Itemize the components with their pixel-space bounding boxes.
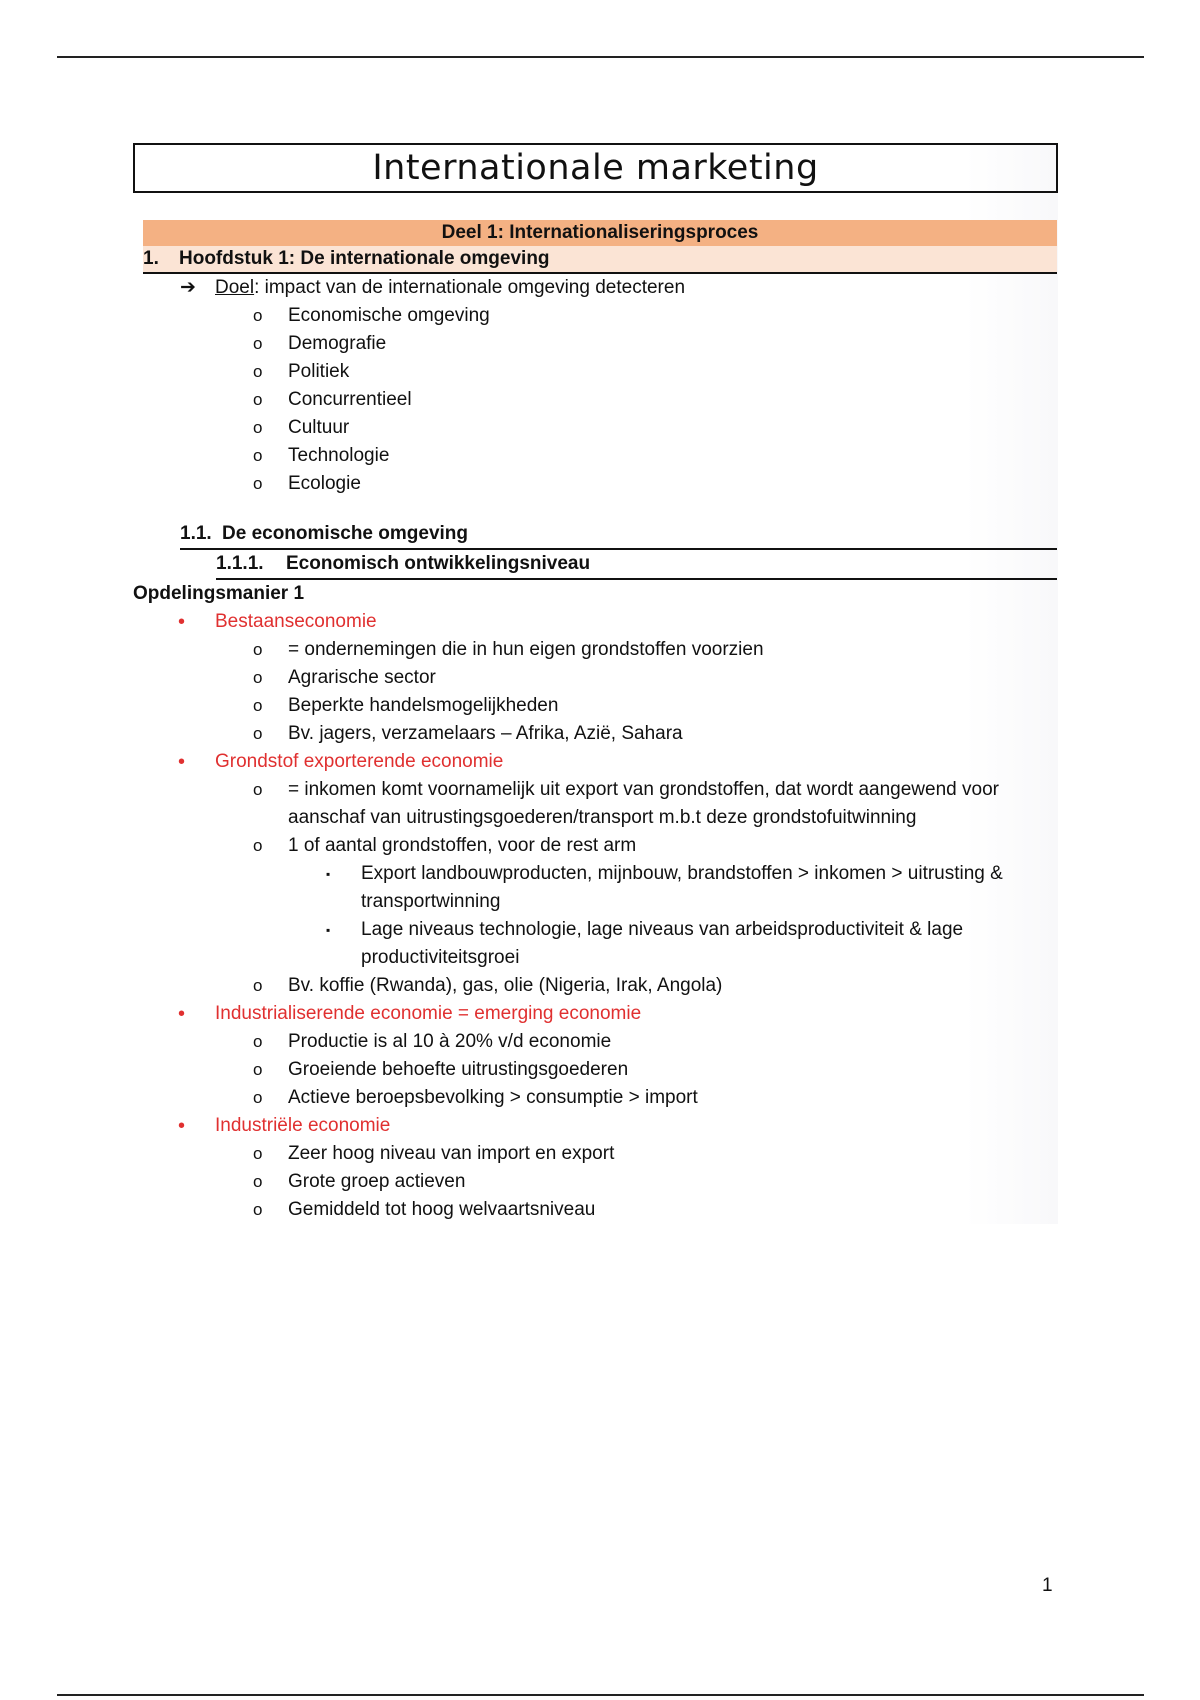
list-item <box>133 302 1058 330</box>
chapter-number: 1. <box>143 248 159 269</box>
list-item <box>133 972 1058 1000</box>
bullet-dot-icon: • <box>178 751 186 773</box>
list-item <box>133 636 1058 664</box>
list-item <box>133 330 1058 358</box>
page-number: 1 <box>1042 1575 1053 1596</box>
list-item-text: Technologie <box>288 445 390 466</box>
goal-text <box>215 274 685 302</box>
circle-bullet-icon: o <box>253 668 263 687</box>
footer-rule <box>57 1694 1144 1696</box>
list-item <box>133 1196 1058 1224</box>
sub-list-item-text: Lage niveaus technologie, lage niveaus van arbeidsproductiviteit & lage productiviteitsgroei <box>361 919 964 968</box>
list-item <box>133 414 1058 442</box>
list-item <box>133 692 1058 720</box>
circle-bullet-icon: o <box>253 1060 263 1079</box>
circle-bullet-icon: o <box>253 474 263 493</box>
economy-name: Industriële economie <box>215 1115 391 1136</box>
section-title: Economisch ontwikkelingsniveau <box>286 553 591 574</box>
bullet-dot-icon: • <box>178 1115 186 1137</box>
goal-description: : impact van de internationale omgeving detecteren <box>254 277 686 298</box>
circle-bullet-icon: o <box>253 1088 263 1107</box>
list-item-text: Bv. koffie (Rwanda), gas, olie (Nigeria, Irak, Angola) <box>288 975 723 996</box>
sub-list-item <box>133 860 1058 916</box>
circle-bullet-icon: o <box>253 418 263 437</box>
sub-list-item-text: Export landbouwproducten, mijnbouw, brandstoffen > inkomen > uitrusting & transportwinning <box>361 863 1003 912</box>
bullet-dot-icon: • <box>178 1003 186 1025</box>
list-item-text: Productie is al 10 à 20% v/d economie <box>288 1031 612 1052</box>
chapter-heading <box>143 246 1057 274</box>
list-item-text: = ondernemingen die in hun eigen grondstoffen voorzien <box>288 639 764 660</box>
list-item <box>133 1168 1058 1196</box>
economy-item <box>133 748 1058 776</box>
circle-bullet-icon: o <box>253 334 263 353</box>
list-item-text: Agrarische sector <box>288 667 436 688</box>
economy-name: Industrialiserende economie = emerging economie <box>215 1003 642 1024</box>
list-item-text: Concurrentieel <box>288 389 412 410</box>
list-item <box>133 776 1058 832</box>
section-number: 1.1.1. <box>216 553 264 574</box>
arrow-icon: ➔ <box>180 277 196 298</box>
list-item-text: Zeer hoog niveau van import en export <box>288 1143 615 1164</box>
document-page <box>133 143 1058 1224</box>
list-item <box>133 832 1058 860</box>
circle-bullet-icon: o <box>253 640 263 659</box>
circle-bullet-icon: o <box>253 976 263 995</box>
goal-label: Doel <box>215 277 255 298</box>
circle-bullet-icon: o <box>253 306 263 325</box>
circle-bullet-icon: o <box>253 1200 263 1219</box>
list-item-text: Ecologie <box>288 473 361 494</box>
list-item <box>133 386 1058 414</box>
header-rule <box>57 56 1144 58</box>
circle-bullet-icon: o <box>253 1144 263 1163</box>
list-item <box>133 1140 1058 1168</box>
circle-bullet-icon: o <box>253 362 263 381</box>
section-number: 1.1. <box>180 523 212 544</box>
bullet-dot-icon: • <box>178 611 186 633</box>
list-item <box>133 720 1058 748</box>
list-item <box>133 1056 1058 1084</box>
goal-line <box>133 274 1058 302</box>
list-item <box>133 664 1058 692</box>
economy-item <box>133 1000 1058 1028</box>
list-item-text: 1 of aantal grondstoffen, voor de rest arm <box>288 835 637 856</box>
list-item-text: Beperkte handelsmogelijkheden <box>288 695 559 716</box>
circle-bullet-icon: o <box>253 696 263 715</box>
list-item-text: Cultuur <box>288 417 350 438</box>
list-item-text: Gemiddeld tot hoog welvaartsniveau <box>288 1199 596 1220</box>
list-item-text: Economische omgeving <box>288 305 490 326</box>
square-bullet-icon: ▪ <box>326 923 331 937</box>
circle-bullet-icon: o <box>253 1172 263 1191</box>
list-item-text: Demografie <box>288 333 387 354</box>
list-item-text: Groeiende behoefte uitrustingsgoederen <box>288 1059 629 1080</box>
sub-list-item <box>133 916 1058 972</box>
circle-bullet-icon: o <box>253 836 263 855</box>
document-title: Internationale marketing <box>133 143 1058 193</box>
chapter-title: Hoofdstuk 1: De internationale omgeving <box>179 248 550 269</box>
subheading: Opdelingsmanier 1 <box>133 583 305 604</box>
list-item <box>133 1028 1058 1056</box>
list-item <box>133 442 1058 470</box>
list-item-text: Actieve beroepsbevolking > consumptie > import <box>288 1087 698 1108</box>
circle-bullet-icon: o <box>253 780 263 799</box>
list-item-text: Grote groep actieven <box>288 1171 466 1192</box>
circle-bullet-icon: o <box>253 390 263 409</box>
economy-item <box>133 608 1058 636</box>
circle-bullet-icon: o <box>253 724 263 743</box>
list-item-text: = inkomen komt voornamelijk uit export van grondstoffen, dat wordt aangewend voor aanschaf van uitrustingsgoederen/transport m.b.t deze grondstofuitwinning <box>288 779 999 828</box>
economy-name: Bestaanseconomie <box>215 611 377 632</box>
circle-bullet-icon: o <box>253 1032 263 1051</box>
economy-item <box>133 1112 1058 1140</box>
square-bullet-icon: ▪ <box>326 867 331 881</box>
section-heading-1-1-1 <box>216 550 1057 580</box>
list-item <box>133 358 1058 386</box>
list-item <box>133 470 1058 498</box>
section-title: De economische omgeving <box>222 523 469 544</box>
list-item <box>133 1084 1058 1112</box>
part-heading: Deel 1: Internationaliseringsproces <box>143 220 1057 246</box>
list-item-text: Politiek <box>288 361 350 382</box>
economy-name: Grondstof exporterende economie <box>215 751 504 772</box>
list-item-text: Bv. jagers, verzamelaars – Afrika, Azië, Sahara <box>288 723 683 744</box>
section-heading-1-1 <box>180 520 1057 550</box>
circle-bullet-icon: o <box>253 446 263 465</box>
